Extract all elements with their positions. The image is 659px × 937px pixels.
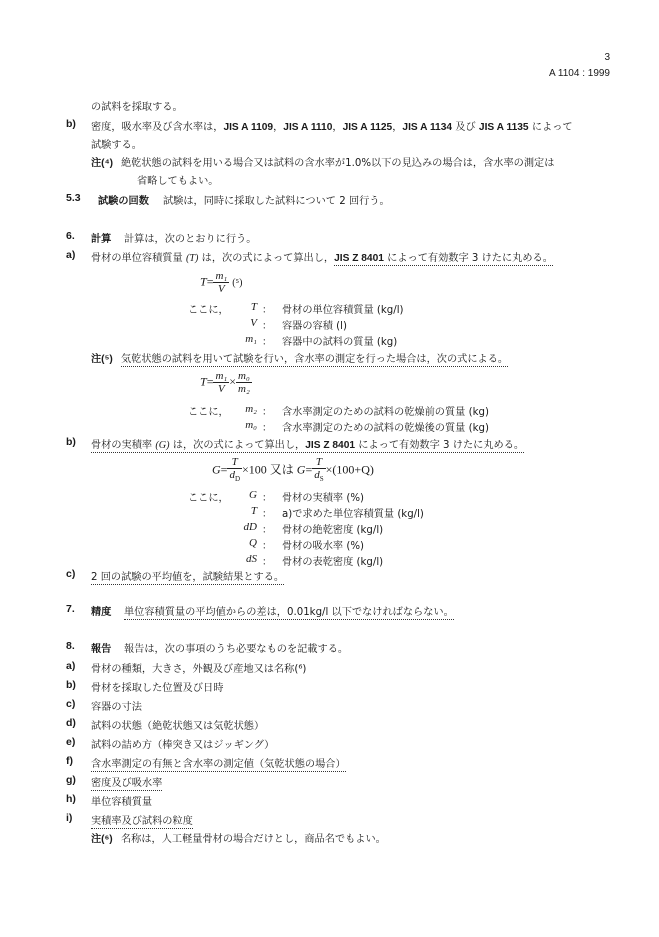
var-symbol: m₁ — [245, 333, 257, 345]
formula-solid-volume: G= $\frac{T}{d_D}$ ×100 又は G= $\frac{T}{d_S}$ ×(100+Q) — [212, 456, 374, 484]
section-6-title: 計算 — [91, 234, 112, 245]
item-c-text: 2 回の試験の平均値を，試験結果とする。 — [91, 568, 284, 585]
list-item-label: i) — [66, 812, 73, 824]
list-item: 含水率測定の有無と含水率の測定値（気乾状態の場合） — [91, 755, 346, 772]
page-number: 3 — [604, 52, 610, 63]
item-c-label: c) — [66, 568, 76, 580]
list-item: 単位容積質量 — [91, 797, 153, 808]
jis-ref: JIS A 1109 — [223, 122, 274, 133]
list-item: 骨材を採取した位置及び日時 — [91, 683, 224, 694]
var-symbol: Q — [249, 537, 257, 549]
item-b-line2: 試験する。 — [91, 140, 142, 151]
where-label: ここに， — [188, 407, 229, 418]
item-b2-text: 骨材の実積率 (G) は，次の式によって算出し，JIS Z 8401 によって有効数字 3 けたに丸める。 — [91, 436, 524, 453]
colon: ： — [262, 541, 272, 552]
list-item-label: d) — [66, 717, 76, 729]
list-item: 容器の寸法 — [91, 702, 142, 713]
note4-line2: 省略してもよい。 — [137, 176, 219, 187]
var-description: 骨材の実積率 (%) — [282, 493, 364, 504]
note4-label: 注(⁴) — [91, 158, 114, 169]
section-5-3-number: 5.3 — [66, 192, 81, 204]
list-item: 試料の状態（絶乾状態又は気乾状態） — [91, 721, 265, 732]
list-item: 試料の詰め方（棒突き又はジッギング） — [91, 740, 275, 751]
item-b2-label: b) — [66, 436, 76, 448]
list-item-label: h) — [66, 793, 76, 805]
section-8-number: 8. — [66, 640, 75, 652]
section-8-text: 報告は，次の事項のうち必要なものを記載する。 — [124, 644, 349, 655]
colon: ： — [262, 423, 272, 434]
var-symbol: dS — [246, 553, 257, 565]
list-item: 骨材の種類，大きさ，外観及び産地又は名称(⁶) — [91, 664, 307, 675]
section-6-text: 計算は，次のとおりに行う。 — [124, 234, 257, 245]
note5-label: 注(⁵) — [91, 354, 113, 365]
var-symbol: dD — [243, 521, 257, 533]
item-a-label: a) — [66, 249, 76, 261]
var-symbol: m₂ — [245, 403, 257, 415]
list-item-label: b) — [66, 679, 76, 691]
continuation-line: の試料を採取する。 — [91, 102, 183, 113]
note6-label: 注(⁶) — [91, 834, 113, 845]
formula-unit-volume-mass: T= $\frac{\text{m₁}}{V}$ (⁵) — [200, 270, 243, 295]
section-5-3-title: 試験の回数 — [98, 196, 149, 207]
var-symbol: G — [249, 489, 257, 501]
list-item-label: c) — [66, 698, 76, 710]
section-7-text: 単位容積質量の平均値からの差は，0.01kg/l 以下でなければならない。 — [124, 603, 454, 620]
doc-code: A 1104 : 1999 — [549, 68, 610, 79]
colon: ： — [262, 407, 272, 418]
item-a-text: 骨材の単位容積質量 (T) は，次の式によって算出し，JIS Z 8401 によって有効数字 3 けたに丸める。 — [91, 253, 553, 264]
section-8-title: 報告 — [91, 644, 112, 655]
note4-line1: 絶乾状態の試料を用いる場合又は試料の含水率が1.0%以下の見込みの場合は，含水率の測定は — [121, 158, 555, 169]
colon: ： — [262, 321, 272, 332]
section-6-number: 6. — [66, 230, 75, 242]
item-b-label: b) — [66, 118, 76, 130]
jis-ref: JIS A 1125 — [342, 122, 393, 133]
list-item-label: a) — [66, 660, 76, 672]
list-item-label: f) — [66, 755, 73, 767]
var-symbol: T — [250, 505, 257, 517]
colon: ： — [262, 493, 272, 504]
list-item: 実積率及び試料の粒度 — [91, 812, 193, 829]
note5-text: 気乾状態の試料を用いて試験を行い，含水率の測定を行った場合は，次の式による。 — [121, 350, 508, 367]
var-symbol: m₀ — [245, 419, 257, 431]
formula-air-dried: T= $\frac{\text{m₁}}{V}$ × $\frac{\text{m₀}}{\text{m₂}}$ — [200, 370, 250, 395]
var-description: 骨材の単位容積質量 (kg/l) — [282, 305, 404, 316]
section-7-number: 7. — [66, 603, 75, 615]
note6-text: 名称は，人工軽量骨材の場合だけとし，商品名でもよい。 — [121, 834, 386, 845]
colon: ： — [262, 557, 272, 568]
jis-ref: JIS A 1135 — [478, 122, 529, 133]
jis-ref: JIS A 1110 — [283, 122, 333, 133]
jis-ref: JIS A 1134 — [402, 122, 453, 133]
var-description: 骨材の吸水率 (%) — [282, 541, 364, 552]
var-description: 骨材の絶乾密度 (kg/l) — [282, 525, 384, 536]
colon: ： — [262, 337, 272, 348]
list-item: 密度及び吸水率 — [91, 774, 162, 791]
list-item-label: e) — [66, 736, 76, 748]
colon: ： — [262, 525, 272, 536]
var-symbol: V — [250, 317, 257, 329]
item-b-text: 密度，吸水率及び含水率は，JIS A 1109，JIS A 1110，JIS A 1125，JIS A 1134 及び JIS A 1135 によって — [91, 122, 573, 133]
where-label: ここに， — [188, 493, 229, 504]
section-7-title: 精度 — [91, 607, 112, 618]
where-label: ここに， — [188, 305, 229, 316]
var-description: 含水率測定のための試料の乾燥後の質量 (kg) — [282, 423, 489, 434]
var-description: a)で求めた単位容積質量 (kg/l) — [282, 509, 424, 520]
list-item-label: g) — [66, 774, 76, 786]
colon: ： — [262, 305, 272, 316]
var-symbol: T — [250, 301, 257, 313]
var-description: 容器の容積 (l) — [282, 321, 347, 332]
colon: ： — [262, 509, 272, 520]
var-description: 骨材の表乾密度 (kg/l) — [282, 557, 384, 568]
var-description: 容器中の試料の質量 (kg) — [282, 337, 398, 348]
section-5-3-text: 試験は，同時に採取した試料について 2 回行う。 — [163, 196, 390, 207]
var-description: 含水率測定のための試料の乾燥前の質量 (kg) — [282, 407, 489, 418]
